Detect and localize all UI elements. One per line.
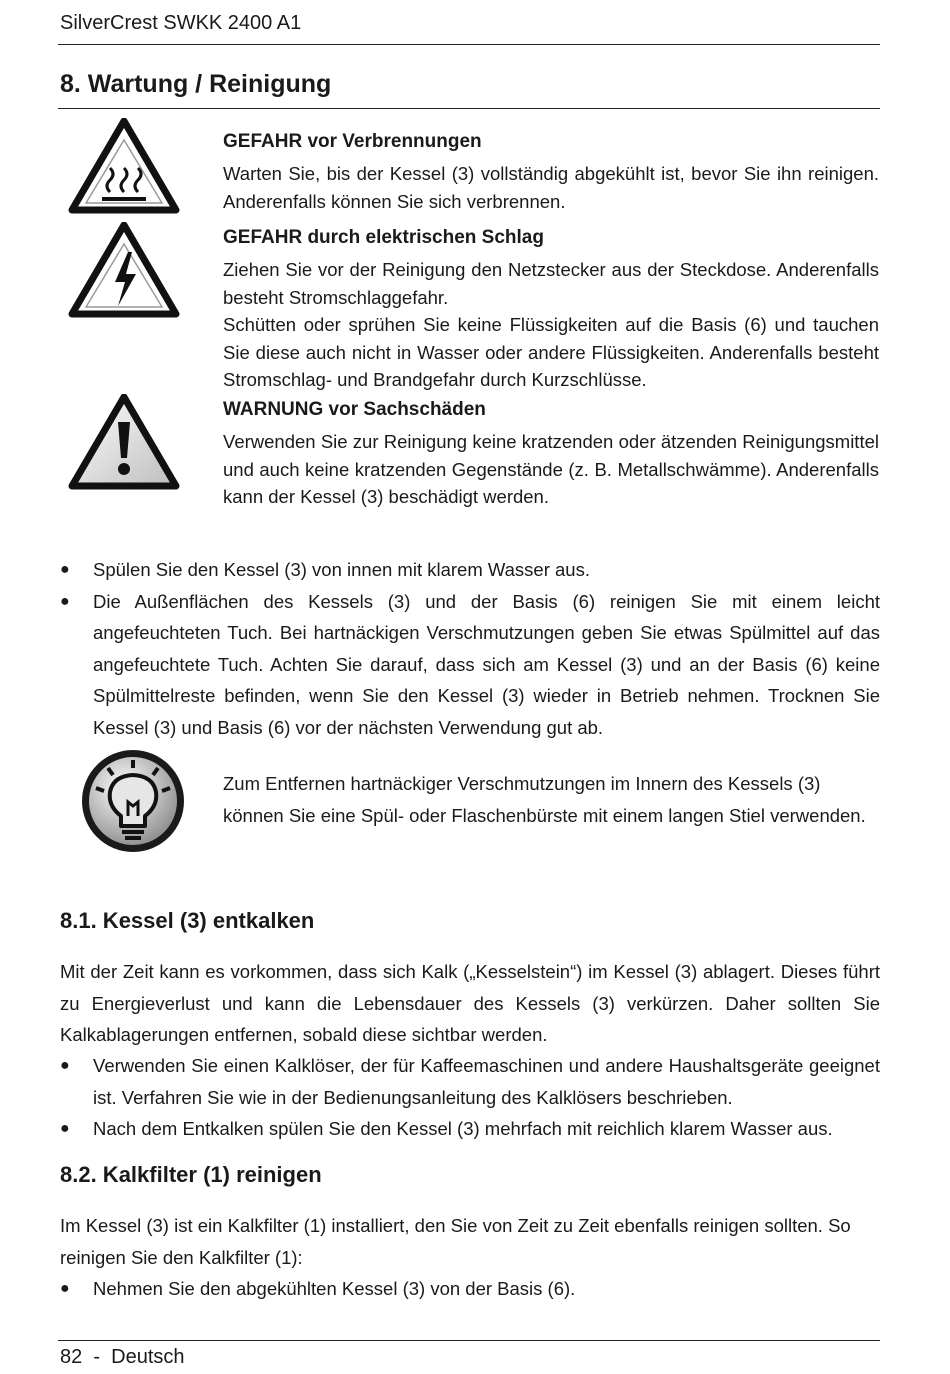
header-rule — [58, 44, 880, 45]
list-item: ● Spülen Sie den Kessel (3) von innen mit klarem Wasser aus. — [60, 554, 880, 586]
warning-title: GEFAHR vor Verbrennungen — [223, 131, 482, 152]
list-item: ● Verwenden Sie einen Kalklöser, der für Kaffeemaschinen und andere Haushaltsgeräte geeignet ist. Verfahren Sie wie in der Bedienungsanleitung des Kalklösers beschrieben. — [60, 1050, 880, 1113]
bullet-icon: ● — [60, 561, 70, 578]
exclamation-warning-icon — [68, 394, 180, 495]
subsection-title-descaling: 8.1. Kessel (3) entkalken — [60, 908, 315, 933]
section-title: 8. Wartung / Reinigung — [60, 70, 332, 98]
bullet-icon: ● — [60, 592, 70, 610]
section-rule — [58, 108, 880, 109]
tip-text: Zum Entfernen hartnäckiger Verschmutzungen im Innern des Kessels (3) können Sie eine Spül- oder Flaschenbürste mit einem langen Stiel verwenden. — [223, 773, 866, 826]
filter-intro: Im Kessel (3) ist ein Kalkfilter (1) installiert, den Sie von Zeit zu Zeit ebenfalls reinigen sollten. So reinigen Sie den Kalkfilter (1): — [60, 1215, 851, 1268]
bullet-icon: ● — [60, 1120, 70, 1137]
hot-surface-icon — [68, 118, 180, 219]
page-header: SilverCrest SWKK 2400 A1 — [60, 12, 302, 34]
cleaning-steps-list — [60, 554, 880, 743]
page-footer: 82 - Deutsch — [60, 1346, 185, 1368]
bullet-icon: ● — [60, 1057, 70, 1074]
warning-text: Warten Sie, bis der Kessel (3) vollständig abgekühlt ist, bevor Sie ihn reinigen. Anderenfalls können Sie sich verbrennen. — [223, 163, 879, 212]
descaling-intro: Mit der Zeit kann es vorkommen, dass sich Kalk („Kesselstein“) im Kessel (3) ablagert. Dieses führt zu Energieverlust und kann die Lebensdauer des Kessels (3) verkürzen. Daher sollten Sie Kalkablagerungen entfernen, sobald diese sichtbar werden. — [60, 961, 880, 1045]
subsection-title-filter: 8.2. Kalkfilter (1) reinigen — [60, 1162, 322, 1187]
warning-electric — [223, 226, 879, 394]
bullet-icon: ● — [60, 1280, 70, 1297]
warning-title: WARNUNG vor Sachschäden — [223, 399, 486, 420]
list-item: ● Die Außenflächen des Kessels (3) und der Basis (6) reinigen Sie mit einem leicht angefeuchteten Tuch. Bei hartnäckigen Verschmutzungen geben Sie etwas Spülmittel auf das angefeuchtete Tuch. Achten Sie darauf, dass sich am Kessel (3) und an der Basis (6) keine Spülmittelreste befinden, wenn Sie den Kessel (3) wieder in Betrieb nehmen. Trocknen Sie Kessel (3) und Basis (6) vor der nächsten Verwendung gut ab. — [60, 586, 880, 744]
warning-damage — [223, 398, 879, 511]
list-item: ● Nach dem Entkalken spülen Sie den Kessel (3) mehrfach mit reichlich klarem Wasser aus. — [60, 1113, 880, 1145]
warning-text: Ziehen Sie vor der Reinigung den Netzstecker aus der Steckdose. Anderenfalls besteht Stromschlaggefahr. — [223, 259, 879, 308]
list-item: ● Nehmen Sie den abgekühlten Kessel (3) von der Basis (6). — [60, 1273, 880, 1305]
warning-title: GEFAHR durch elektrischen Schlag — [223, 227, 544, 248]
filter-list — [60, 1273, 880, 1305]
warning-burn — [223, 130, 879, 215]
electric-shock-icon — [68, 222, 180, 323]
lightbulb-tip-icon — [78, 746, 188, 861]
descaling-list — [60, 1050, 880, 1145]
warning-text: Verwenden Sie zur Reinigung keine kratzenden oder ätzenden Reinigungsmittel und auch keine kratzenden Gegenstände (z. B. Metallschwämme). Anderenfalls kann der Kessel (3) beschädigt werden. — [223, 431, 879, 507]
warning-text: Schütten oder sprühen Sie keine Flüssigkeiten auf die Basis (6) und tauchen Sie diese auch nicht in Wasser oder andere Flüssigkeiten. Anderenfalls besteht Stromschlag- und Brandgefahr durch Kurzschlüsse. — [223, 314, 879, 390]
footer-rule — [58, 1340, 880, 1341]
